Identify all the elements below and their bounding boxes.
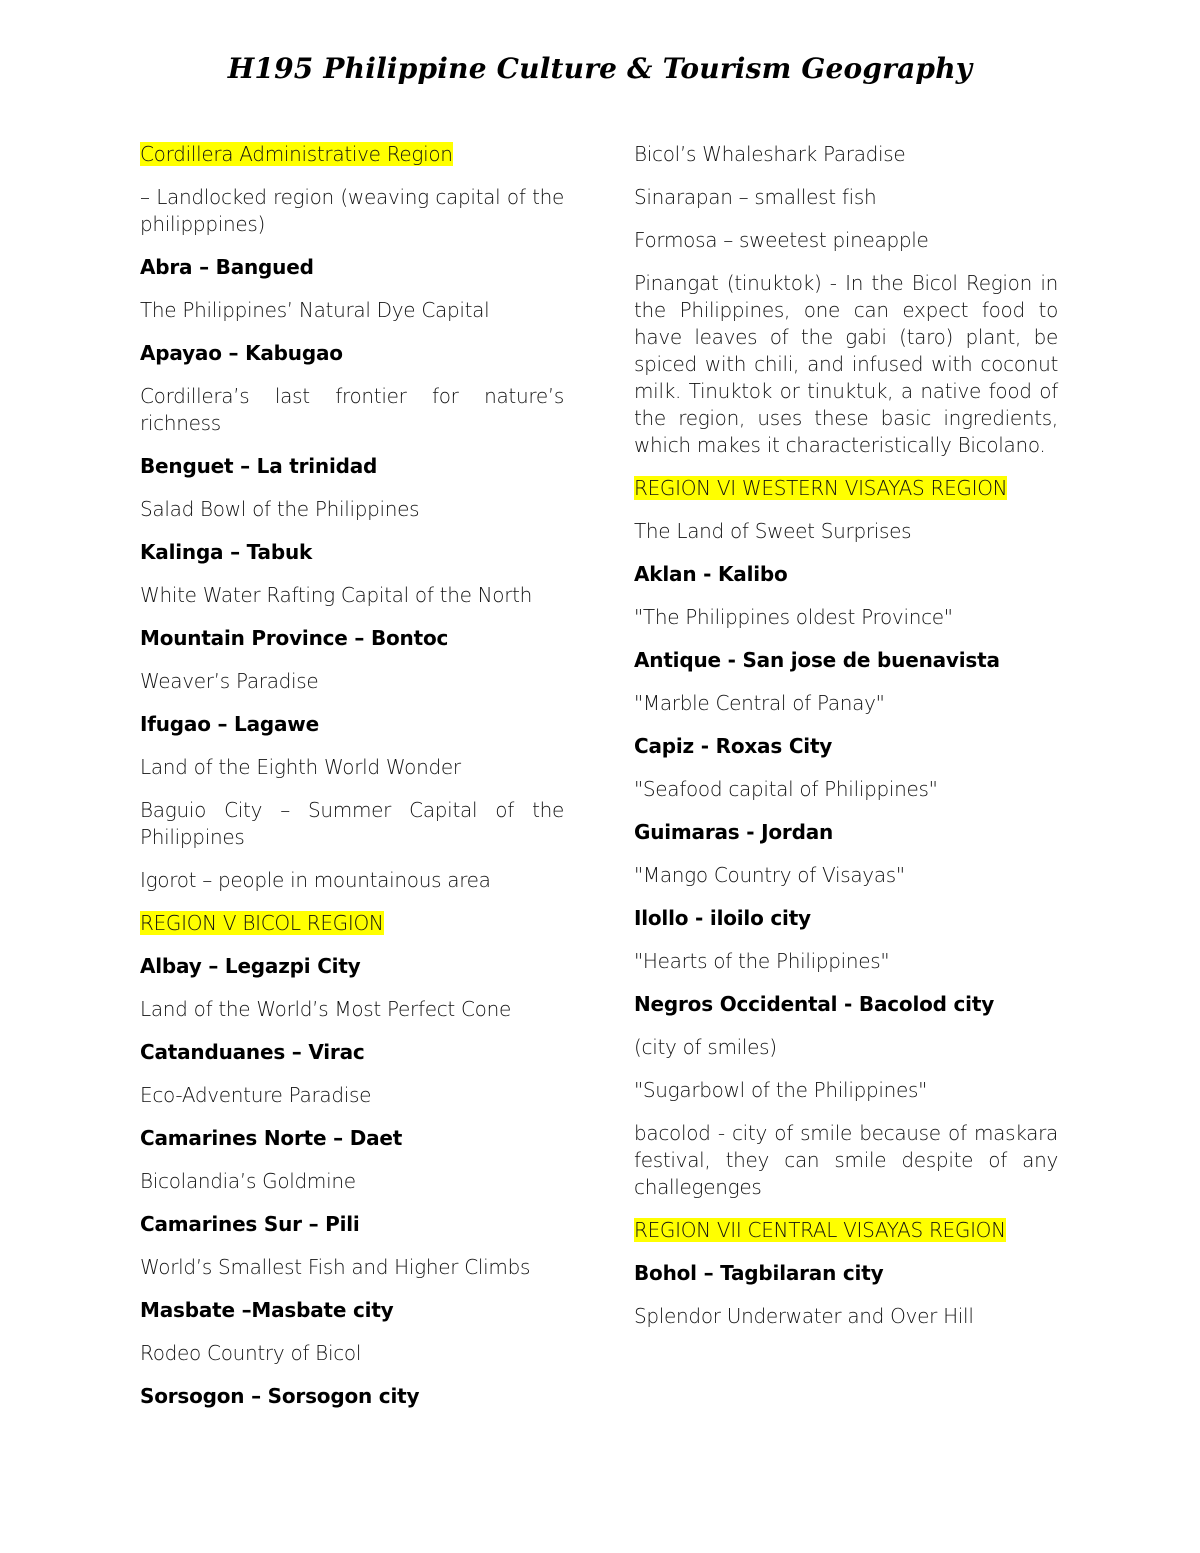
left-description-text: Land of the World’s Most Perfect Cone: [140, 997, 512, 1021]
right-description-text: Bicol’s Whaleshark Paradise: [634, 142, 906, 166]
left-province-heading: Albay – Legazpi City: [140, 954, 361, 978]
left-description-text: Bicolandia’s Goldmine: [140, 1169, 356, 1193]
right-province-heading: Guimaras - Jordan: [634, 820, 834, 844]
right-province-heading: Ilollo - iloilo city: [634, 906, 811, 930]
right-province-heading: Negros Occidental - Bacolod city: [634, 992, 995, 1016]
left-region-heading-line: [140, 910, 564, 937]
right-description-text: "Hearts of the Philippines": [634, 949, 890, 973]
left-description-text: Cordillera’s last frontier for nature’s richness: [140, 384, 564, 435]
right-description-text: (city of smiles): [634, 1035, 777, 1059]
left-description-text: Rodeo Country of Bicol: [140, 1341, 362, 1365]
right-province-heading: Aklan - Kalibo: [634, 562, 788, 586]
right-description-text: Pinangat (tinuktok) - In the Bicol Region in the Philippines, one can expect food to have leaves of the gabi (taro) plant, be spiced with chili, and infused with coconut milk. Tinuktok or tinuktuk, a native food of the region, uses these basic ingredients, which makes it characteristically Bicolano.: [634, 271, 1058, 457]
right-description-text: Sinarapan – smallest fish: [634, 185, 877, 209]
left-description-text: World’s Smallest Fish and Higher Climbs: [140, 1255, 531, 1279]
left-column: [140, 141, 564, 1426]
right-description-text: "Sugarbowl of the Philippines": [634, 1078, 928, 1102]
right-description-text: "Seafood capital of Philippines": [634, 777, 938, 801]
right-description-text: bacolod - city of smile because of maskara festival, they can smile despite of any challegenges: [634, 1121, 1058, 1199]
left-province-heading: Catanduanes – Virac: [140, 1040, 365, 1064]
left-province-heading: Masbate –Masbate city: [140, 1298, 394, 1322]
right-province-heading: Capiz - Roxas City: [634, 734, 833, 758]
left-province-heading: Kalinga – Tabuk: [140, 540, 313, 564]
left-description-text: White Water Rafting Capital of the North: [140, 583, 533, 607]
right-province-heading: Bohol – Tagbilaran city: [634, 1261, 884, 1285]
left-province-heading: Mountain Province – Bontoc: [140, 626, 449, 650]
right-region-heading-line: [634, 475, 1058, 502]
left-description-text: Baguio City – Summer Capital of the Philippines: [140, 798, 564, 849]
left-description-text: Land of the Eighth World Wonder: [140, 755, 461, 779]
left-province-heading: Benguet – La trinidad: [140, 454, 378, 478]
left-province-heading: Camarines Norte – Daet: [140, 1126, 403, 1150]
region-highlight-label: REGION VI WESTERN VISAYAS REGION: [634, 476, 1008, 500]
right-description-text: Formosa – sweetest pineapple: [634, 228, 929, 252]
left-province-heading: Apayao – Kabugao: [140, 341, 343, 365]
left-description-text: Weaver’s Paradise: [140, 669, 319, 693]
right-description-text: "Marble Central of Panay": [634, 691, 885, 715]
left-description-text: The Philippines’ Natural Dye Capital: [140, 298, 490, 322]
right-region-heading-line: [634, 1217, 1058, 1244]
right-description-text: "Mango Country of Visayas": [634, 863, 905, 887]
left-province-heading: Camarines Sur – Pili: [140, 1212, 360, 1236]
region-highlight-label: Cordillera Administrative Region: [140, 142, 453, 166]
region-highlight-label: REGION V BICOL REGION: [140, 911, 384, 935]
left-province-heading: Sorsogon – Sorsogon city: [140, 1384, 420, 1408]
region-highlight-label: REGION VII CENTRAL VISAYAS REGION: [634, 1218, 1006, 1242]
left-description-text: – Landlocked region (weaving capital of the philipppines): [140, 185, 564, 236]
left-province-heading: Ifugao – Lagawe: [140, 712, 319, 736]
right-column: [634, 141, 1058, 1346]
right-description-text: The Land of Sweet Surprises: [634, 519, 912, 543]
right-description-text: "The Philippines oldest Province": [634, 605, 953, 629]
right-description-text: Splendor Underwater and Over Hill: [634, 1304, 974, 1328]
left-region-heading-line: [140, 141, 564, 168]
left-description-text: Salad Bowl of the Philippines: [140, 497, 420, 521]
right-province-heading: Antique - San jose de buenavista: [634, 648, 1000, 672]
document-title: H195 Philippine Culture & Tourism Geography: [227, 52, 973, 85]
left-description-text: Eco-Adventure Paradise: [140, 1083, 372, 1107]
left-description-text: Igorot – people in mountainous area: [140, 868, 491, 892]
left-province-heading: Abra – Bangued: [140, 255, 314, 279]
